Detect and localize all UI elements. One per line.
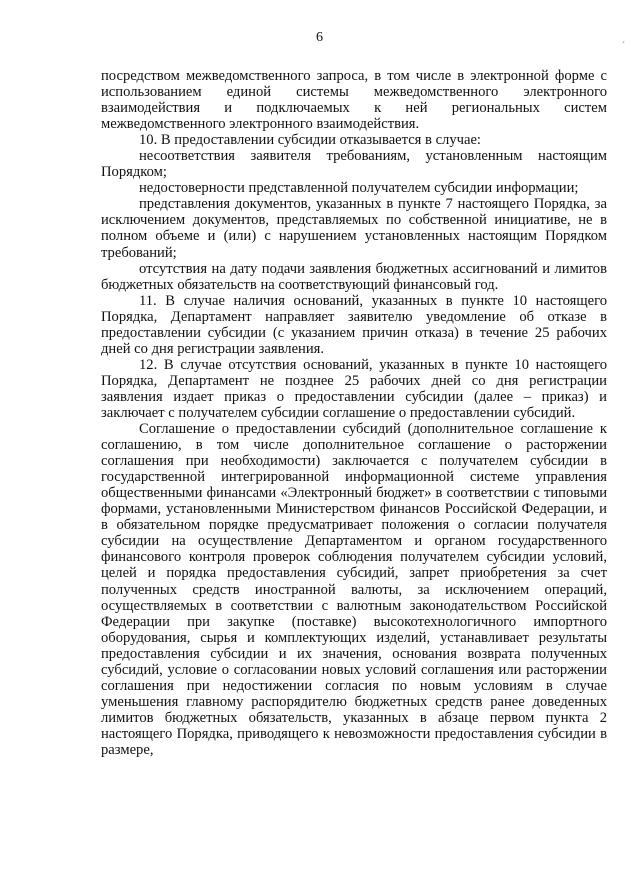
paragraph-item-10: 10. В предоставлении субсидии отказывается в случае: bbox=[139, 132, 481, 149]
page-number: 6 bbox=[316, 30, 323, 45]
paragraph-refusal-ground-1: несоответствия заявителя требованиям, установленным настоящим Порядком; bbox=[101, 148, 607, 181]
paragraph-refusal-ground-3: представления документов, указанных в пункте 7 настоящего Порядка, за исключением документов, представляемых по собственной инициативе, не в полном объеме и (или) с нарушением установленных настоящим Порядком требований; bbox=[101, 196, 607, 261]
paragraph-item-12: 12. В случае отсутствия оснований, указанных в пункте 10 настоящего Порядка, Департамент не позднее 25 рабочих дней со дня регистрации заявления издает приказ о предоставлении субсидии (далее – приказ) и заключает с получателем субсидии соглашение о предоставлении субсидий. bbox=[101, 356, 607, 421]
paragraph-item-11: 11. В случае наличия оснований, указанных в пункте 10 настоящего Порядка, Департамент направляет заявителю уведомление об отказе в предоставлении субсидии (с указанием причин отказа) в течение 25 рабочих дней со дня регистрации заявления. bbox=[101, 292, 607, 357]
document-body bbox=[101, 68, 607, 758]
paragraph-refusal-ground-2: недостоверности представленной получателем субсидии информации; bbox=[139, 180, 579, 197]
scan-edge-mark: ´ bbox=[622, 40, 625, 50]
paragraph-agreement: Соглашение о предоставлении субсидий (дополнительное соглашение к соглашению, в том числе дополнительное соглашение о расторжении соглашения при необходимости) заключается с получателем субсидии в государственной интегрированной информационной системе управления общественными финансами «Электронный бюджет» в соответствии с типовыми формами, установленными Министерством финансов Российской Федерации, и в обязательном порядке предусматривает положения о согласии получателя субсидии на осуществление Департаментом и органом государственного финансового контроля проверок соблюдения получателем субсидии условий, целей и порядка предоставления субсидий, запрет приобретения за счет полученных средств иностранной валюты, за исключением операций, осуществляемых в соответствии с валютным законодательством Российской Федерации при закупке (поставке) высокотехнологичного импортного оборудования, сырья и комплектующих изделий, устанавливает результаты предоставления субсидии и их значения, основания возврата полученных субсидий, условие о согласовании новых условий соглашения или расторжении соглашения при недостижении согласия по новым условиям в случае уменьшения главному распорядителю бюджетных средств ранее доведенных лимитов бюджетных обязательств, указанных в абзаце первом пункта 2 настоящего Порядка, приводящего к невозможности предоставления субсидии в размере, bbox=[101, 421, 607, 758]
paragraph-continuation: посредством межведомственного запроса, в том числе в электронной форме с использованием единой системы межведомственного электронного взаимодействия и подключаемых к ней региональных систем межведомственного электронного взаимодействия. bbox=[101, 68, 607, 133]
paragraph-refusal-ground-4: отсутствия на дату подачи заявления бюджетных ассигнований и лимитов бюджетных обязательств на соответствующий финансовый год. bbox=[101, 260, 607, 293]
